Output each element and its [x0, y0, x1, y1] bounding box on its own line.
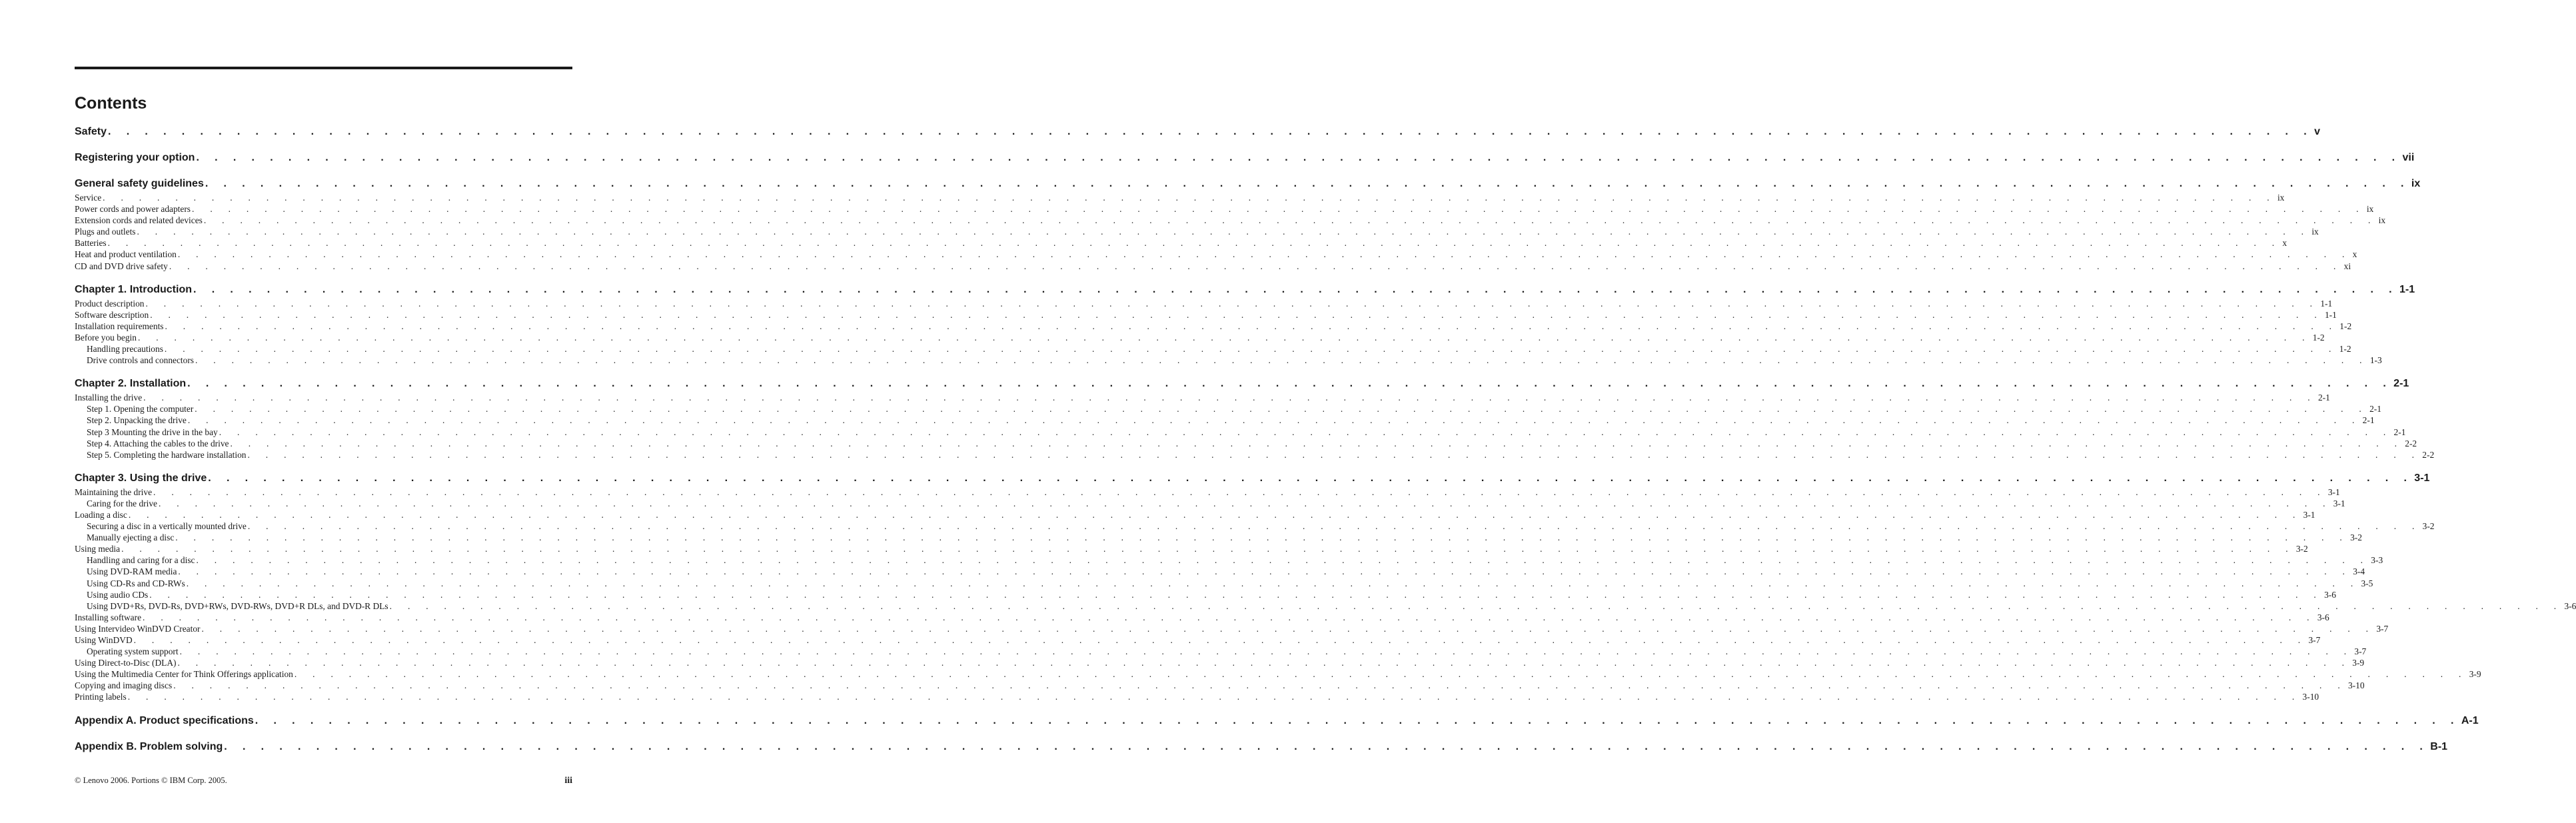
toc-leader-dots: . . . . . . . . . . . . . . . . . . . . . . . . . . . . . . . . . . . . . . . . . . . . . . . . . . . . . . . . . . . . . . . . . . . . . . . . . . . . . . . . . . . . . . . . . . . . . . . . . . . . . . . . . . . . . . . . . . . . . . . .: [247, 521, 2421, 532]
toc-entry-page: 3-6: [2324, 589, 2336, 600]
toc-entry[interactable]: [75, 578, 2373, 589]
toc-entry-page: B-1: [2430, 740, 2448, 752]
toc-entry[interactable]: [75, 226, 2319, 237]
toc-leader-dots: . . . . . . . . . . . . . . . . . . . . . . . . . . . . . . . . . . . . . . . . . . . . . . . . . . . . . . . . . . . . . . . . . . . . . . . . . . . . . . . . . . . . . . . . . . . . . . . . . . . . . . . . . . . . . . . . . . . . . . . .: [158, 498, 2332, 508]
toc-leader-dots: . . . . . . . . . . . . . . . . . . . . . . . . . . . . . . . . . . . . . . . . . . . . . . . . . . . . . . . . . . . . . . . . . . . . . . . . . . . . . . . . . . . . . . . . . . . . . . . . . . . . . . . . . . . . . . . . . . . . . . . .: [195, 355, 2369, 366]
toc-entry-page: 3-1: [2327, 486, 2340, 497]
toc-entry-label: Loading a disc: [75, 509, 127, 520]
toc-leader-dots: . . . . . . . . . . . . . . . . . . . . . . . . . . . . . . . . . . . . . . . . . . . . . . . . . . . . . . . . . . . . . . . . . . . . . . . . . . . . . . . . . . . . . . . . . . . . . . . . . . . . . . . . . . . . . . . . . . . . . . . .: [203, 215, 2377, 226]
toc-entry-page: 3-2: [2295, 544, 2308, 554]
toc-entry-label: Using DVD+Rs, DVD-Rs, DVD+RWs, DVD-RWs, DVD+R DLs, and DVD-R DLs: [87, 600, 388, 611]
toc-entry[interactable]: [75, 657, 2365, 668]
toc-leader-dots: . . . . . . . . . . . . . . . . . . . . . . . . . . . . . . . . . . . . . . . . . . . . . . . . . . . . . . . . . . . . . . . . . . . . . . . . . . . . . . . . . . . . . . . . . . . . . . . . . . . . . . . . . . . . . . . . . . . . . . . .: [179, 646, 2353, 657]
toc-entry[interactable]: [75, 237, 2287, 249]
toc-leader-dots: . . . . . . . . . . . . . . . . . . . . . . . . . . . . . . . . . . . . . . . . . . . . . . . . . . . . . . . . . . . . . . . . . . . . . . . . . . . . . . . . . . . . . . . . . . . . . . . . . . . . . . . . . . . . . . . . . . . . . . . .: [196, 152, 2401, 163]
toc-entry[interactable]: [75, 691, 2319, 702]
toc-entry[interactable]: [75, 176, 2421, 192]
toc-entry-label: Maintaining the drive: [75, 486, 153, 497]
toc-entry-label: Using audio CDs: [87, 589, 149, 600]
toc-entry-page: 3-1: [2303, 509, 2315, 520]
toc-leader-dots: . . . . . . . . . . . . . . . . . . . . . . . . . . . . . . . . . . . . . . . . . . . . . . . . . . . . . . . . . . . . . . . . . . . . . . . . . . . . . . . . . . . . . . . . . . . . . . . . . . . . . . . . . . . . . . . . . . . . . . . .: [219, 426, 2393, 437]
toc-entry-label: Heat and product ventilation: [75, 249, 177, 260]
toc-entry[interactable]: [75, 298, 2333, 309]
toc-entry-page: ix: [2378, 215, 2386, 226]
toc-entry[interactable]: [75, 470, 2430, 486]
toc-entry-label: Step 1. Opening the computer: [87, 404, 194, 414]
toc-entry-label: Using Direct-to-Disc (DLA): [75, 658, 177, 668]
toc-entry[interactable]: [75, 150, 2415, 166]
toc-leader-dots: . . . . . . . . . . . . . . . . . . . . . . . . . . . . . . . . . . . . . . . . . . . . . . . . . . . . . . . . . . . . . . . . . . . . . . . . . . . . . . . . . . . . . . . . . . . . . . . . . . . . . . . . . . . . . . . . . . . . . . . .: [230, 438, 2404, 448]
toc-entry[interactable]: [75, 532, 2362, 543]
toc-entry-label: Using the Multimedia Center for Think Offerings application: [75, 669, 293, 680]
toc-entry[interactable]: [75, 713, 2479, 729]
toc-leader-dots: . . . . . . . . . . . . . . . . . . . . . . . . . . . . . . . . . . . . . . . . . . . . . . . . . . . . . . . . . . . . . . . . . . . . . . . . . . . . . . . . . . . . . . . . . . . . . . . . . . . . . . . . . . . . . . . . . . . . . . . .: [255, 714, 2460, 726]
toc-leader-dots: . . . . . . . . . . . . . . . . . . . . . . . . . . . . . . . . . . . . . . . . . . . . . . . . . . . . . . . . . . . . . . . . . . . . . . . . . . . . . . . . . . . . . . . . . . . . . . . . . . . . . . . . . . . . . . . . . . . . . . . .: [208, 472, 2413, 484]
page-title: Contents: [75, 94, 147, 113]
toc-entry-label: Software description: [75, 309, 149, 320]
toc-leader-dots: . . . . . . . . . . . . . . . . . . . . . . . . . . . . . . . . . . . . . . . . . . . . . . . . . . . . . . . . . . . . . . . . . . . . . . . . . . . . . . . . . . . . . . . . . . . . . . . . . . . . . . . . . . . . . . . . . . . . . . . .: [247, 449, 2421, 460]
toc-leader-dots: . . . . . . . . . . . . . . . . . . . . . . . . . . . . . . . . . . . . . . . . . . . . . . . . . . . . . . . . . . . . . . . . . . . . . . . . . . . . . . . . . . . . . . . . . . . . . . . . . . . . . . . . . . . . . . . . . . . . . . . .: [177, 249, 2351, 260]
toc-entry[interactable]: [75, 543, 2308, 554]
toc-leader-dots: . . . . . . . . . . . . . . . . . . . . . . . . . . . . . . . . . . . . . . . . . . . . . . . . . . . . . . . . . . . . . . . . . . . . . . . . . . . . . . . . . . . . . . . . . . . . . . . . . . . . . . . . . . . . . . . . . . . . . . . .: [137, 332, 2311, 343]
toc-leader-dots: . . . . . . . . . . . . . . . . . . . . . . . . . . . . . . . . . . . . . . . . . . . . . . . . . . . . . . . . . . . . . . . . . . . . . . . . . . . . . . . . . . . . . . . . . . . . . . . . . . . . . . . . . . . . . . . . . . . . . . . .: [186, 578, 2360, 588]
toc-entry-label: Using media: [75, 544, 121, 554]
toc-leader-dots: . . . . . . . . . . . . . . . . . . . . . . . . . . . . . . . . . . . . . . . . . . . . . . . . . . . . . . . . . . . . . . . . . . . . . . . . . . . . . . . . . . . . . . . . . . . . . . . . . . . . . . . . . . . . . . . . . . . . . . . .: [153, 486, 2327, 497]
toc-entry-label: CD and DVD drive safety: [75, 261, 168, 271]
toc-entry[interactable]: [75, 249, 2357, 260]
toc-entry-page: 2-1: [2369, 404, 2381, 414]
toc-entry-page: A-1: [2461, 714, 2479, 726]
toc-entry[interactable]: [75, 509, 2315, 520]
toc-entry-label: Chapter 1. Introduction: [75, 283, 192, 295]
toc-leader-dots: . . . . . . . . . . . . . . . . . . . . . . . . . . . . . . . . . . . . . . . . . . . . . . . . . . . . . . . . . . . . . . . . . . . . . . . . . . . . . . . . . . . . . . . . . . . . . . . . . . . . . . . . . . . . . . . . . . . . . . . .: [150, 309, 2323, 320]
toc-leader-dots: . . . . . . . . . . . . . . . . . . . . . . . . . . . . . . . . . . . . . . . . . . . . . . . . . . . . . . . . . . . . . . . . . . . . . . . . . . . . . . . . . . . . . . . . . . . . . . . . . . . . . . . . . . . . . . . . . . . . . . . .: [127, 692, 2301, 702]
toc-leader-dots: . . . . . . . . . . . . . . . . . . . . . . . . . . . . . . . . . . . . . . . . . . . . . . . . . . . . . . . . . . . . . . . . . . . . . . . . . . . . . . . . . . . . . . . . . . . . . . . . . . . . . . . . . . . . . . . . . . . . . . . .: [143, 393, 2317, 403]
toc-leader-dots: . . . . . . . . . . . . . . . . . . . . . . . . . . . . . . . . . . . . . . . . . . . . . . . . . . . . . . . . . . . . . . . . . . . . . . . . . . . . . . . . . . . . . . . . . . . . . . . . . . . . . . . . . . . . . . . . . . . . . . . .: [128, 509, 2302, 520]
toc-leader-dots: . . . . . . . . . . . . . . . . . . . . . . . . . . . . . . . . . . . . . . . . . . . . . . . . . . . . . . . . . . . . . . . . . . . . . . . . . . . . . . . . . . . . . . . . . . . . . . . . . . . . . . . . . . . . . . . . . . . . . . . .: [149, 589, 2323, 600]
copyright-notice: © Lenovo 2006. Portions © IBM Corp. 2005.: [75, 776, 227, 785]
toc-entry-page: 1-1: [2324, 309, 2337, 320]
toc-entry-label: Product description: [75, 298, 145, 309]
toc-entry-label: Installation requirements: [75, 321, 164, 331]
toc-entry-page: ix: [2366, 204, 2374, 215]
toc-entry[interactable]: [75, 646, 2367, 657]
toc-entry-page: 3-7: [2376, 623, 2389, 634]
toc-entry-label: Caring for the drive: [87, 498, 157, 508]
toc-entry-page: ix: [2311, 227, 2319, 237]
toc-entry-label: Plugs and outlets: [75, 227, 136, 237]
toc-leader-dots: . . . . . . . . . . . . . . . . . . . . . . . . . . . . . . . . . . . . . . . . . . . . . . . . . . . . . . . . . . . . . . . . . . . . . . . . . . . . . . . . . . . . . . . . . . . . . . . . . . . . . . . . . . . . . . . . . . . . . . . .: [164, 344, 2338, 355]
toc-entry[interactable]: [75, 554, 2383, 566]
toc-entry-page: xi: [2343, 261, 2351, 271]
toc-entry-label: Chapter 2. Installation: [75, 378, 187, 390]
toc-entry-page: 3-10: [2302, 692, 2319, 702]
toc-entry-page: 3-9: [2352, 658, 2365, 668]
toc-entry[interactable]: [75, 612, 2329, 623]
toc-leader-dots: . . . . . . . . . . . . . . . . . . . . . . . . . . . . . . . . . . . . . . . . . . . . . . . . . . . . . . . . . . . . . . . . . . . . . . . . . . . . . . . . . . . . . . . . . . . . . . . . . . . . . . . . . . . . . . . . . . . . . . . .: [137, 227, 2311, 237]
toc-entry-label: Handling and caring for a disc: [87, 555, 195, 566]
toc-entry-page: 3-1: [2414, 472, 2430, 484]
toc-leader-dots: . . . . . . . . . . . . . . . . . . . . . . . . . . . . . . . . . . . . . . . . . . . . . . . . . . . . . . . . . . . . . . . . . . . . . . . . . . . . . . . . . . . . . . . . . . . . . . . . . . . . . . . . . . . . . . . . . . . . . . . .: [175, 532, 2349, 543]
top-rule: [75, 67, 572, 69]
toc-entry-page: 3-3: [2371, 555, 2383, 566]
toc-entry-label: Securing a disc in a vertically mounted drive: [87, 521, 247, 532]
toc-leader-dots: . . . . . . . . . . . . . . . . . . . . . . . . . . . . . . . . . . . . . . . . . . . . . . . . . . . . . . . . . . . . . . . . . . . . . . . . . . . . . . . . . . . . . . . . . . . . . . . . . . . . . . . . . . . . . . . . . . . . . . . .: [169, 261, 2343, 271]
toc-entry[interactable]: [75, 192, 2285, 203]
toc-entry[interactable]: [75, 668, 2481, 680]
toc-entry-page: 3-2: [2422, 521, 2435, 532]
toc-leader-dots: . . . . . . . . . . . . . . . . . . . . . . . . . . . . . . . . . . . . . . . . . . . . . . . . . . . . . . . . . . . . . . . . . . . . . . . . . . . . . . . . . . . . . . . . . . . . . . . . . . . . . . . . . . . . . . . . . . . . . . . .: [192, 204, 2365, 215]
toc-leader-dots: . . . . . . . . . . . . . . . . . . . . . . . . . . . . . . . . . . . . . . . . . . . . . . . . . . . . . . . . . . . . . . . . . . . . . . . . . . . . . . . . . . . . . . . . . . . . . . . . . . . . . . . . . . . . . . . . . . . . . . . .: [107, 238, 2281, 249]
toc-entry-page: 2-2: [2405, 438, 2417, 448]
toc-leader-dots: . . . . . . . . . . . . . . . . . . . . . . . . . . . . . . . . . . . . . . . . . . . . . . . . . . . . . . . . . . . . . . . . . . . . . . . . . . . . . . . . . . . . . . . . . . . . . . . . . . . . . . . . . . . . . . . . . . . . . . . .: [294, 669, 2468, 680]
toc-entry-page: ix: [2411, 178, 2421, 189]
toc-entry-label: Using CD-Rs and CD-RWs: [87, 578, 185, 588]
toc-entry-page: 2-1: [2362, 415, 2375, 426]
toc-entry-label: Before you begin: [75, 332, 137, 343]
table-of-contents: [75, 124, 2576, 755]
toc-entry[interactable]: [75, 203, 2374, 215]
toc-leader-dots: . . . . . . . . . . . . . . . . . . . . . . . . . . . . . . . . . . . . . . . . . . . . . . . . . . . . . . . . . . . . . . . . . . . . . . . . . . . . . . . . . . . . . . . . . . . . . . . . . . . . . . . . . . . . . . . . . . . . . . . .: [193, 283, 2399, 295]
toc-entry[interactable]: [75, 589, 2336, 600]
toc-entry-label: Step 2. Unpacking the drive: [87, 415, 187, 426]
toc-leader-dots: . . . . . . . . . . . . . . . . . . . . . . . . . . . . . . . . . . . . . . . . . . . . . . . . . . . . . . . . . . . . . . . . . . . . . . . . . . . . . . . . . . . . . . . . . . . . . . . . . . . . . . . . . . . . . . . . . . . . . . . .: [133, 635, 2307, 645]
toc-entry-page: 1-3: [2369, 355, 2382, 366]
toc-entry-page: 3-7: [2308, 635, 2321, 645]
toc-entry-page: 1-2: [2339, 344, 2351, 355]
toc-entry[interactable]: [75, 566, 2365, 577]
toc-entry-label: Appendix A. Product specifications: [75, 714, 254, 726]
toc-entry-label: Power cords and power adapters: [75, 204, 191, 215]
toc-entry-page: v: [2314, 126, 2320, 137]
toc-entry-page: 3-10: [2347, 680, 2365, 691]
toc-entry[interactable]: [75, 680, 2365, 691]
toc-entry[interactable]: [75, 498, 2345, 509]
toc-leader-dots: . . . . . . . . . . . . . . . . . . . . . . . . . . . . . . . . . . . . . . . . . . . . . . . . . . . . . . . . . . . . . . . . . . . . . . . . . . . . . . . . . . . . . . . . . . . . . . . . . . . . . . . . . . . . . . . . . . . . . . . .: [389, 600, 2563, 611]
toc-entry[interactable]: [75, 376, 2409, 392]
toc-entry-label: Copying and imaging discs: [75, 680, 173, 691]
toc-entry-page: x: [2282, 238, 2287, 249]
toc-entry-label: Step 5. Completing the hardware installation: [87, 449, 247, 460]
toc-leader-dots: . . . . . . . . . . . . . . . . . . . . . . . . . . . . . . . . . . . . . . . . . . . . . . . . . . . . . . . . . . . . . . . . . . . . . . . . . . . . . . . . . . . . . . . . . . . . . . . . . . . . . . . . . . . . . . . . . . . . . . . .: [165, 321, 2339, 331]
toc-leader-dots: . . . . . . . . . . . . . . . . . . . . . . . . . . . . . . . . . . . . . . . . . . . . . . . . . . . . . . . . . . . . . . . . . . . . . . . . . . . . . . . . . . . . . . . . . . . . . . . . . . . . . . . . . . . . . . . . . . . . . . . .: [195, 404, 2369, 414]
toc-entry-page: 2-1: [2393, 378, 2409, 390]
toc-leader-dots: . . . . . . . . . . . . . . . . . . . . . . . . . . . . . . . . . . . . . . . . . . . . . . . . . . . . . . . . . . . . . . . . . . . . . . . . . . . . . . . . . . . . . . . . . . . . . . . . . . . . . . . . . . . . . . . . . . . . . . . .: [224, 740, 2429, 752]
toc-entry-page: 2-1: [2317, 393, 2330, 403]
toc-leader-dots: . . . . . . . . . . . . . . . . . . . . . . . . . . . . . . . . . . . . . . . . . . . . . . . . . . . . . . . . . . . . . . . . . . . . . . . . . . . . . . . . . . . . . . . . . . . . . . . . . . . . . . . . . . . . . . . . . . . . . . . .: [121, 544, 2295, 554]
toc-entry-label: Batteries: [75, 238, 107, 249]
toc-entry-label: Installing the drive: [75, 393, 143, 403]
toc-leader-dots: . . . . . . . . . . . . . . . . . . . . . . . . . . . . . . . . . . . . . . . . . . . . . . . . . . . . . . . . . . . . . . . . . . . . . . . . . . . . . . . . . . . . . . . . . . . . . . . . . . . . . . . . . . . . . . . . . . . . . . . .: [205, 178, 2410, 189]
toc-entry-label: Installing software: [75, 612, 142, 622]
toc-entry[interactable]: [75, 343, 2351, 355]
toc-entry-page: 3-9: [2469, 669, 2481, 680]
toc-entry[interactable]: [75, 124, 2320, 140]
toc-leader-dots: . . . . . . . . . . . . . . . . . . . . . . . . . . . . . . . . . . . . . . . . . . . . . . . . . . . . . . . . . . . . . . . . . . . . . . . . . . . . . . . . . . . . . . . . . . . . . . . . . . . . . . . . . . . . . . . . . . . . . . . .: [196, 555, 2370, 566]
toc-entry[interactable]: [75, 438, 2417, 449]
toc-leader-dots: . . . . . . . . . . . . . . . . . . . . . . . . . . . . . . . . . . . . . . . . . . . . . . . . . . . . . . . . . . . . . . . . . . . . . . . . . . . . . . . . . . . . . . . . . . . . . . . . . . . . . . . . . . . . . . . . . . . . . . . .: [108, 126, 2313, 137]
toc-entry-label: Using WinDVD: [75, 635, 133, 645]
toc-entry-label: Drive controls and connectors: [87, 355, 195, 366]
toc-entry-label: Extension cords and related devices: [75, 215, 203, 226]
toc-entry[interactable]: [75, 309, 2337, 321]
toc-leader-dots: . . . . . . . . . . . . . . . . . . . . . . . . . . . . . . . . . . . . . . . . . . . . . . . . . . . . . . . . . . . . . . . . . . . . . . . . . . . . . . . . . . . . . . . . . . . . . . . . . . . . . . . . . . . . . . . . . . . . . . . .: [143, 612, 2316, 622]
toc-entry[interactable]: [75, 403, 2381, 414]
toc-entry-page: 1-2: [2312, 332, 2325, 343]
toc-entry-label: Appendix B. Problem solving: [75, 740, 223, 752]
toc-entry[interactable]: [75, 215, 2386, 226]
toc-entry[interactable]: [75, 332, 2325, 343]
toc-entry-label: Step 3 Mounting the drive in the bay: [87, 426, 218, 437]
toc-entry-page: 3-5: [2361, 578, 2373, 588]
toc-entry-page: 3-4: [2353, 566, 2365, 577]
toc-entry-label: Printing labels: [75, 692, 127, 702]
toc-entry-label: Using Intervideo WinDVD Creator: [75, 623, 201, 634]
toc-entry[interactable]: [75, 623, 2389, 634]
toc-entry-page: 3-6: [2317, 612, 2329, 622]
toc-entry-page: ix: [2277, 193, 2285, 203]
toc-entry-label: General safety guidelines: [75, 178, 204, 189]
toc-entry-page: 3-1: [2333, 498, 2345, 508]
toc-entry[interactable]: [75, 739, 2448, 755]
toc-leader-dots: . . . . . . . . . . . . . . . . . . . . . . . . . . . . . . . . . . . . . . . . . . . . . . . . . . . . . . . . . . . . . . . . . . . . . . . . . . . . . . . . . . . . . . . . . . . . . . . . . . . . . . . . . . . . . . . . . . . . . . . .: [173, 680, 2347, 691]
toc-leader-dots: . . . . . . . . . . . . . . . . . . . . . . . . . . . . . . . . . . . . . . . . . . . . . . . . . . . . . . . . . . . . . . . . . . . . . . . . . . . . . . . . . . . . . . . . . . . . . . . . . . . . . . . . . . . . . . . . . . . . . . . .: [201, 623, 2375, 634]
toc-entry-page: 2-2: [2422, 449, 2435, 460]
toc-entry-label: Handling precautions: [87, 344, 163, 355]
toc-entry-page: 3-7: [2354, 646, 2367, 657]
toc-entry[interactable]: [75, 355, 2382, 366]
toc-leader-dots: . . . . . . . . . . . . . . . . . . . . . . . . . . . . . . . . . . . . . . . . . . . . . . . . . . . . . . . . . . . . . . . . . . . . . . . . . . . . . . . . . . . . . . . . . . . . . . . . . . . . . . . . . . . . . . . . . . . . . . . .: [187, 415, 2361, 426]
toc-entry-label: Registering your option: [75, 152, 195, 163]
toc-entry-page: 1-2: [2339, 321, 2352, 331]
toc-entry[interactable]: [75, 520, 2435, 532]
toc-entry[interactable]: [75, 449, 2435, 460]
toc-leader-dots: . . . . . . . . . . . . . . . . . . . . . . . . . . . . . . . . . . . . . . . . . . . . . . . . . . . . . . . . . . . . . . . . . . . . . . . . . . . . . . . . . . . . . . . . . . . . . . . . . . . . . . . . . . . . . . . . . . . . . . . .: [177, 658, 2351, 668]
toc-leader-dots: . . . . . . . . . . . . . . . . . . . . . . . . . . . . . . . . . . . . . . . . . . . . . . . . . . . . . . . . . . . . . . . . . . . . . . . . . . . . . . . . . . . . . . . . . . . . . . . . . . . . . . . . . . . . . . . . . . . . . . . .: [187, 378, 2393, 390]
toc-entry-page: vii: [2402, 152, 2415, 163]
toc-entry-label: Chapter 3. Using the drive: [75, 472, 207, 484]
toc-entry-page: 3-2: [2350, 532, 2362, 543]
toc-entry-page: 1-1: [2320, 298, 2333, 309]
toc-entry-label: Using DVD-RAM media: [87, 566, 177, 577]
page-footer: [75, 776, 572, 786]
toc-entry-page: 1-1: [2399, 283, 2415, 295]
toc-entry-page: 3-6: [2564, 600, 2576, 611]
toc-entry-label: Service: [75, 193, 102, 203]
toc-entry-label: Step 4. Attaching the cables to the drive: [87, 438, 229, 448]
toc-entry[interactable]: [75, 600, 2576, 612]
toc-entry-label: Operating system support: [87, 646, 179, 657]
toc-entry[interactable]: [75, 282, 2415, 298]
page-number: iii: [564, 776, 572, 786]
toc-leader-dots: . . . . . . . . . . . . . . . . . . . . . . . . . . . . . . . . . . . . . . . . . . . . . . . . . . . . . . . . . . . . . . . . . . . . . . . . . . . . . . . . . . . . . . . . . . . . . . . . . . . . . . . . . . . . . . . . . . . . . . . .: [103, 193, 2276, 203]
toc-entry[interactable]: [75, 261, 2351, 272]
toc-entry[interactable]: [75, 486, 2340, 498]
toc-entry-label: Safety: [75, 126, 107, 137]
toc-entry[interactable]: [75, 392, 2330, 403]
toc-entry-label: Manually ejecting a disc: [87, 532, 175, 543]
toc-entry-page: 2-1: [2393, 426, 2406, 437]
toc-leader-dots: . . . . . . . . . . . . . . . . . . . . . . . . . . . . . . . . . . . . . . . . . . . . . . . . . . . . . . . . . . . . . . . . . . . . . . . . . . . . . . . . . . . . . . . . . . . . . . . . . . . . . . . . . . . . . . . . . . . . . . . .: [145, 298, 2319, 309]
toc-leader-dots: . . . . . . . . . . . . . . . . . . . . . . . . . . . . . . . . . . . . . . . . . . . . . . . . . . . . . . . . . . . . . . . . . . . . . . . . . . . . . . . . . . . . . . . . . . . . . . . . . . . . . . . . . . . . . . . . . . . . . . . .: [178, 566, 2352, 577]
toc-entry-page: x: [2352, 249, 2357, 260]
toc-entry[interactable]: [75, 321, 2352, 332]
toc-entry[interactable]: [75, 414, 2375, 426]
toc-entry[interactable]: [75, 426, 2406, 438]
toc-entry[interactable]: [75, 634, 2321, 646]
